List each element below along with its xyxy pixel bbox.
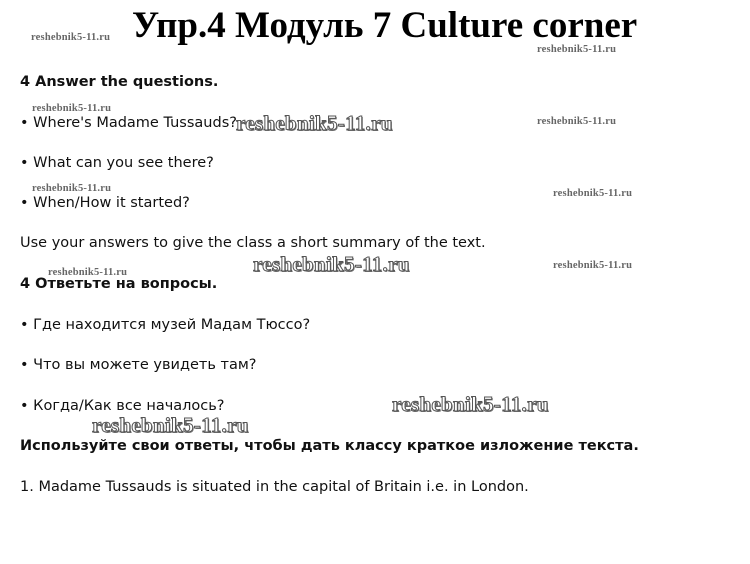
english-instruction: Use your answers to give the class a short summary of the text. [20,235,486,251]
watermark-large: reshebnik5-11.ru [392,392,549,416]
watermark-large: reshebnik5-11.ru [92,413,249,437]
answer-line-1: 1. Madame Tussauds is situated in the capital of Britain i.e. in London. [20,479,529,495]
page-title: Упр.4 Модуль 7 Culture corner [132,5,638,46]
english-heading: 4 Answer the questions. [20,74,219,90]
watermark: reshebnik5-11.ru [32,103,112,114]
watermark: reshebnik5-11.ru [48,267,128,278]
watermark: reshebnik5-11.ru [537,44,617,55]
watermark: reshebnik5-11.ru [32,183,112,194]
russian-question-3: • Когда/Как все началось? [20,398,225,414]
russian-heading: 4 Ответьте на вопросы. [20,276,218,292]
watermark: reshebnik5-11.ru [31,32,111,43]
question-2: • What can you see there? [20,155,214,171]
russian-question-1: • Где находится музей Мадам Тюссо? [20,317,311,333]
russian-question-2: • Что вы можете увидеть там? [20,357,257,373]
watermark: reshebnik5-11.ru [553,188,633,199]
watermark: reshebnik5-11.ru [553,260,633,271]
russian-instruction: Используйте свои ответы, чтобы дать классу краткое изложение текста. [20,438,639,454]
question-3: • When/How it started? [20,195,190,211]
watermark-large: reshebnik5-11.ru [253,252,410,276]
watermark: reshebnik5-11.ru [537,116,617,127]
watermark-large: reshebnik5-11.ru [236,111,393,135]
question-1: • Where's Madame Tussauds? [20,115,237,131]
